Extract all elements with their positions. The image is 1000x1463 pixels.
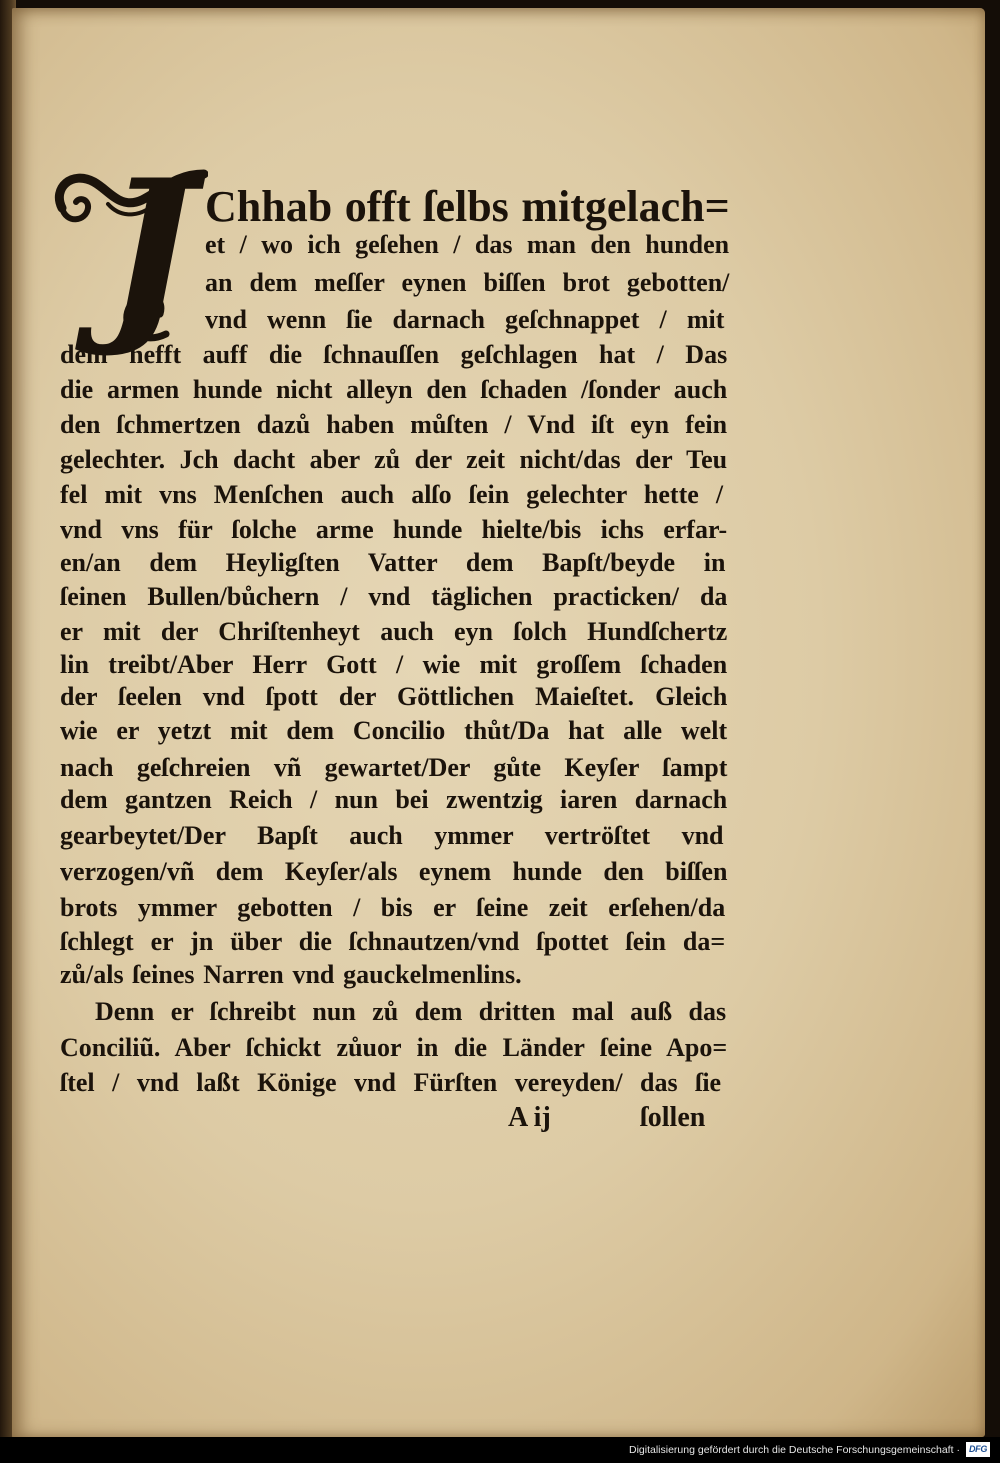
text-line (205, 266, 730, 300)
text-line (60, 1066, 722, 1100)
line-text: ſchlegt er jn über die ſchnautzen/vnd ſpottet ſein da= (60, 927, 726, 956)
line-text: er mit der Chriſtenheyt auch eyn ſolch Hundſchertz (60, 617, 728, 646)
footer-bar (0, 1437, 1000, 1463)
text-line (60, 891, 726, 925)
line-text: vnd vns für ſolche arme hunde hielte/bis ichs erfar- (60, 515, 728, 544)
text-line (60, 925, 726, 959)
line-text: ſtel / vnd laßt Könige vnd Fürſten vereyden/ das ſie (60, 1068, 722, 1097)
funding-text: Digitalisierung gefördert durch die Deutsche Forschungsgemeinschaft (628, 1444, 954, 1456)
dfg-logo: DFG (966, 1442, 990, 1457)
text-line (60, 546, 726, 580)
text-line (60, 478, 724, 512)
text-line (60, 680, 728, 714)
line-text: dem hefft auff die ſchnauſſen geſchlagen hat / Das (60, 340, 728, 369)
line-text: Denn er ſchreibt nun zů dem dritten mal auß das (95, 997, 727, 1026)
text-line-indented (95, 995, 727, 1029)
line-text: die armen hunde nicht alleyn den ſchaden /ſonder auch (60, 375, 728, 404)
line-text: brots ymmer gebotten / bis er ſeine zeit erſehen/da (60, 893, 726, 922)
line-text: Chhab offt ſelbs mitgelach= (205, 182, 730, 231)
line-text: gelechter. Jch dacht aber zů der zeit nicht/das der Teu (60, 445, 728, 474)
line-text: an dem meſſer eynen biſſen brot gebotten/ (205, 268, 730, 297)
text-line (60, 443, 728, 477)
text-line (60, 513, 728, 547)
funding-notice (629, 1442, 960, 1458)
line-text: lin treibt/Aber Herr Gott / wie mit groſſem ſchaden (60, 650, 728, 679)
line-text: nach geſchreien vñ gewartet/Der gůte Keyſer ſampt (60, 753, 728, 782)
page-sheet (12, 8, 985, 1437)
text-line (60, 373, 728, 407)
text-line (60, 958, 522, 992)
text-line (60, 648, 728, 682)
line-text: Conciliũ. Aber ſchickt zůuor in die Länder ſeine Apo= (60, 1033, 728, 1062)
catchword: ſollen (640, 1102, 706, 1133)
text-line (60, 1031, 728, 1065)
line-text: dem gantzen Reich / nun bei zwentzig iaren darnach (60, 785, 728, 814)
line-text: verzogen/vñ dem Keyſer/als eynem hunde den biſſen (60, 857, 728, 886)
line-text: gearbeytet/Der Bapſt auch ymmer vertröſtet vnd (60, 821, 724, 850)
text-line (60, 819, 724, 853)
decorative-initial: J (105, 138, 195, 361)
text-line (60, 783, 728, 817)
line-text: den ſchmertzen dazů haben můſten / Vnd iſt eyn fein (60, 410, 728, 439)
line-text: wie er yetzt mit dem Concilio thůt/Da hat alle welt (60, 716, 728, 745)
text-line (60, 408, 728, 442)
text-line (60, 580, 728, 614)
line-text: fel mit vns Menſchen auch alſo ſein gelechter hette / (60, 480, 724, 509)
line-text: et / wo ich geſehen / das man den hunden (205, 230, 730, 259)
signature-mark: A ij (508, 1102, 551, 1133)
text-line (60, 751, 728, 785)
text-line (60, 855, 728, 889)
line-text: der ſeelen vnd ſpott der Göttlichen Maieſtet. Gleich (60, 682, 728, 711)
text-line (205, 228, 730, 262)
text-line (60, 714, 728, 748)
text-line (205, 303, 725, 337)
line-text: ſeinen Bullen/bůchern / vnd täglichen practicken/ da (60, 582, 728, 611)
line-text: vnd wenn ſie darnach geſchnappet / mit (205, 305, 725, 334)
text-line (60, 338, 728, 372)
funding-separator: · (956, 1444, 960, 1456)
line-text: zů/als ſeines Narren vnd gauckelmenlins. (60, 960, 522, 989)
line-text: en/an dem Heyligſten Vatter dem Bapſt/beyde in (60, 548, 726, 577)
text-line (60, 615, 728, 649)
